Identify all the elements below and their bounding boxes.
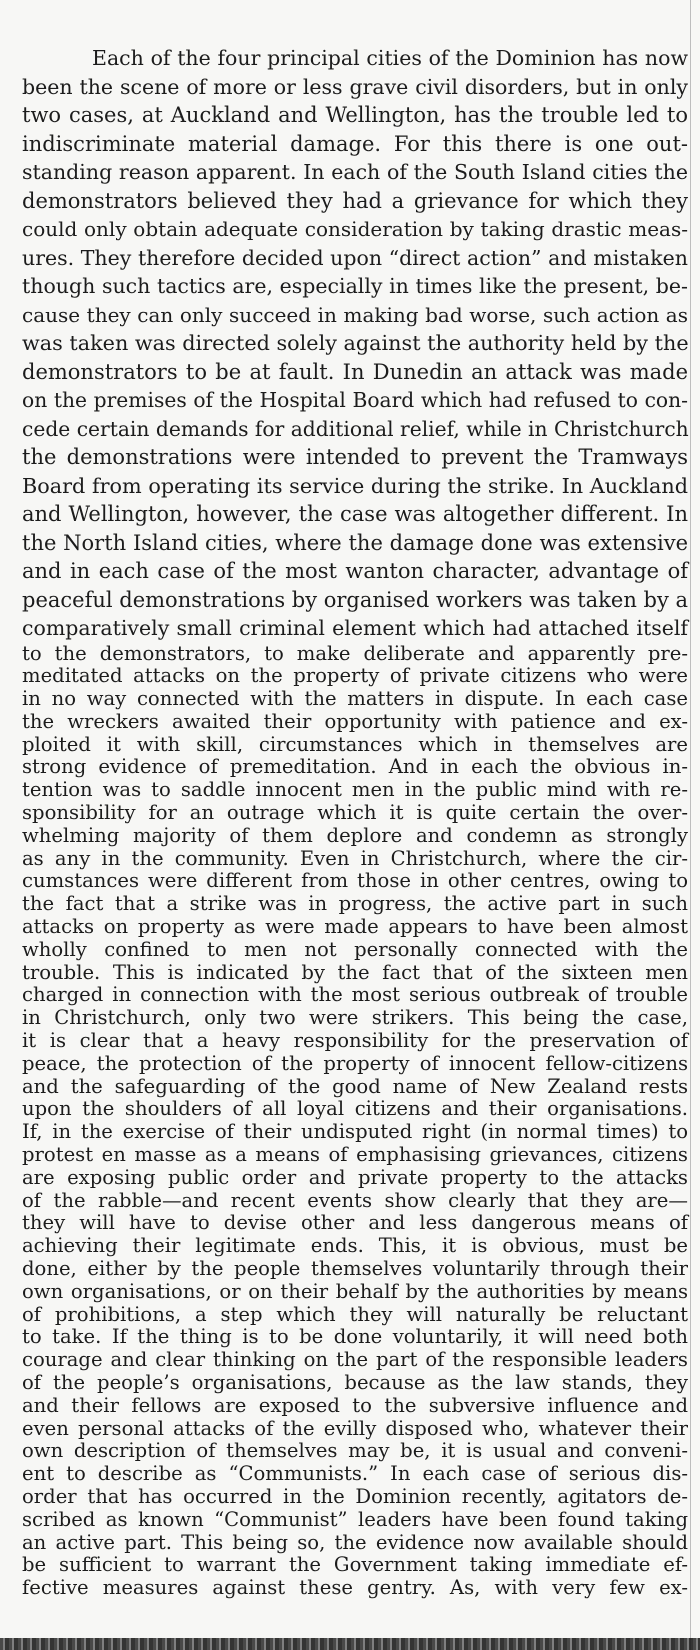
- article-line: and in each case of the most wanton character, advantage of: [22, 559, 688, 583]
- article-line: the demonstrations were intended to prevent the Tramways: [22, 445, 688, 469]
- article-line: be sufficient to warrant the Government taking immediate ef-: [22, 1553, 688, 1577]
- article-line: indiscriminate material damage. For this there is one out-: [22, 131, 688, 156]
- article-line: tention was to saddle innocent men in the public mind with re-: [22, 778, 688, 802]
- article-line: achieving their legitimate ends. This, it is obvious, must be: [22, 1234, 688, 1258]
- article-line: an active part. This being so, the evidence now available should: [22, 1530, 688, 1554]
- article-line: and their fellows are exposed to the subversive influence and: [22, 1393, 688, 1417]
- article-line: the North Island cities, where the damage done was extensive: [22, 530, 688, 555]
- article-line: sponsibility for an outrage which it is quite certain the over-: [22, 801, 688, 825]
- article-line: ploited it with skill, circumstances which in themselves are: [22, 732, 688, 756]
- article-line: to take. If the thing is to be done voluntarily, it will need both: [22, 1325, 688, 1349]
- article-column: [22, 44, 688, 1600]
- article-line: the fact that a strike was in progress, the active part in such: [22, 892, 688, 916]
- article-line: Board from operating its service during the strike. In Auckland: [22, 473, 688, 498]
- article-line: cause they can only succeed in making bad worse, such action as: [22, 302, 688, 327]
- article-line: in Christchurch, only two were strikers. This being the case,: [22, 1006, 688, 1030]
- article-line: ent to describe as “Communists.” In each case of serious dis-: [22, 1462, 688, 1486]
- article-line: peace, the protection of the property of innocent fellow-citizens: [22, 1051, 688, 1075]
- article-line: attacks on property as were made appears to have been almost: [22, 915, 688, 939]
- article-line: even personal attacks of the evilly disposed who, whatever their: [22, 1416, 688, 1440]
- article-line: own organisations, or on their behalf by the authorities by means: [22, 1279, 688, 1303]
- article-line: own description of themselves may be, it is usual and conveni-: [22, 1439, 688, 1463]
- article-line: scribed as known “Communist” leaders have been found taking: [22, 1507, 688, 1531]
- article-line: they will have to devise other and less dangerous means of: [22, 1211, 688, 1235]
- article-line: cumstances were different from those in other centres, owing to: [22, 869, 688, 893]
- article-line: cede certain demands for additional relief, while in Christchurch: [22, 416, 689, 441]
- article-line: trouble. This is indicated by the fact that of the sixteen men: [22, 960, 688, 984]
- article-line: in no way connected with the matters in dispute. In each case: [22, 687, 688, 711]
- article-line: Each of the four principal cities of the Dominion has now: [92, 46, 688, 70]
- article-line: If, in the exercise of their undisputed right (in normal times) to: [22, 1120, 688, 1144]
- article-paragraph-tight: [22, 643, 688, 1600]
- article-line: protest en masse as a means of emphasising grievances, citizens: [22, 1143, 688, 1167]
- column-rule: [690, 0, 691, 1650]
- article-line: and the safeguarding of the good name of New Zealand rests: [22, 1074, 688, 1098]
- article-line: on the premises of the Hospital Board which had refused to con-: [22, 388, 688, 412]
- article-line: charged in connection with the most serious outbreak of trouble: [22, 983, 688, 1007]
- article-line: been the scene of more or less grave civil disorders, but in only: [22, 74, 688, 99]
- article-line: done, either by the people themselves voluntarily through their: [22, 1257, 688, 1281]
- article-line: of the rabble—and recent events show clearly that they are—: [22, 1188, 688, 1212]
- article-line: to the demonstrators, to make deliberate and apparently pre-: [22, 641, 688, 665]
- article-line: ures. They therefore decided upon “direct action” and mistaken: [22, 245, 688, 270]
- article-line: two cases, at Auckland and Wellington, has the trouble led to: [22, 103, 688, 127]
- article-line: of prohibitions, a step which they will naturally be reluctant: [22, 1302, 688, 1326]
- article-line: wholly confined to men not personally connected with the: [22, 937, 688, 961]
- article-line: courage and clear thinking on the part of the responsible leaders: [22, 1348, 688, 1372]
- cut-off-line: [0, 1638, 700, 1650]
- article-line: demonstrators believed they had a grievance for which they: [22, 188, 688, 213]
- article-line: comparatively small criminal element which had attached itself: [22, 616, 688, 640]
- article-paragraph-loose: [22, 44, 688, 643]
- article-line: demonstrators to be at fault. In Dunedin an attack was made: [22, 359, 688, 384]
- article-line: strong evidence of premeditation. And in each the obvious in-: [22, 755, 688, 779]
- article-line: fective measures against these gentry. As, with very few ex-: [22, 1576, 688, 1600]
- article-line: could only obtain adequate consideration by taking drastic meas-: [22, 217, 688, 241]
- article-line: of the people’s organisations, because as the law stands, they: [22, 1371, 688, 1394]
- article-line: and Wellington, however, the case was altogether different. In: [22, 502, 688, 526]
- article-line: as any in the community. Even in Christchurch, where the cir-: [22, 846, 688, 870]
- article-line: was taken was directed solely against the authority held by the: [22, 331, 689, 355]
- article-line: are exposing public order and private property to the attacks: [22, 1165, 688, 1189]
- article-line: order that has occurred in the Dominion recently, agitators de-: [22, 1484, 688, 1508]
- article-line: the wreckers awaited their opportunity with patience and ex-: [22, 709, 688, 733]
- article-line: standing reason apparent. In each of the South Island cities the: [22, 160, 688, 184]
- article-line: peaceful demonstrations by organised workers was taken by a: [22, 587, 689, 612]
- article-line: it is clear that a heavy responsibility for the preservation of: [22, 1029, 688, 1053]
- article-line: meditated attacks on the property of private citizens who were: [22, 664, 688, 688]
- article-line: upon the shoulders of all loyal citizens and their organisations.: [22, 1097, 688, 1121]
- article-line: whelming majority of them deplore and condemn as strongly: [22, 823, 688, 847]
- article-line: though such tactics are, especially in times like the present, be-: [22, 274, 688, 298]
